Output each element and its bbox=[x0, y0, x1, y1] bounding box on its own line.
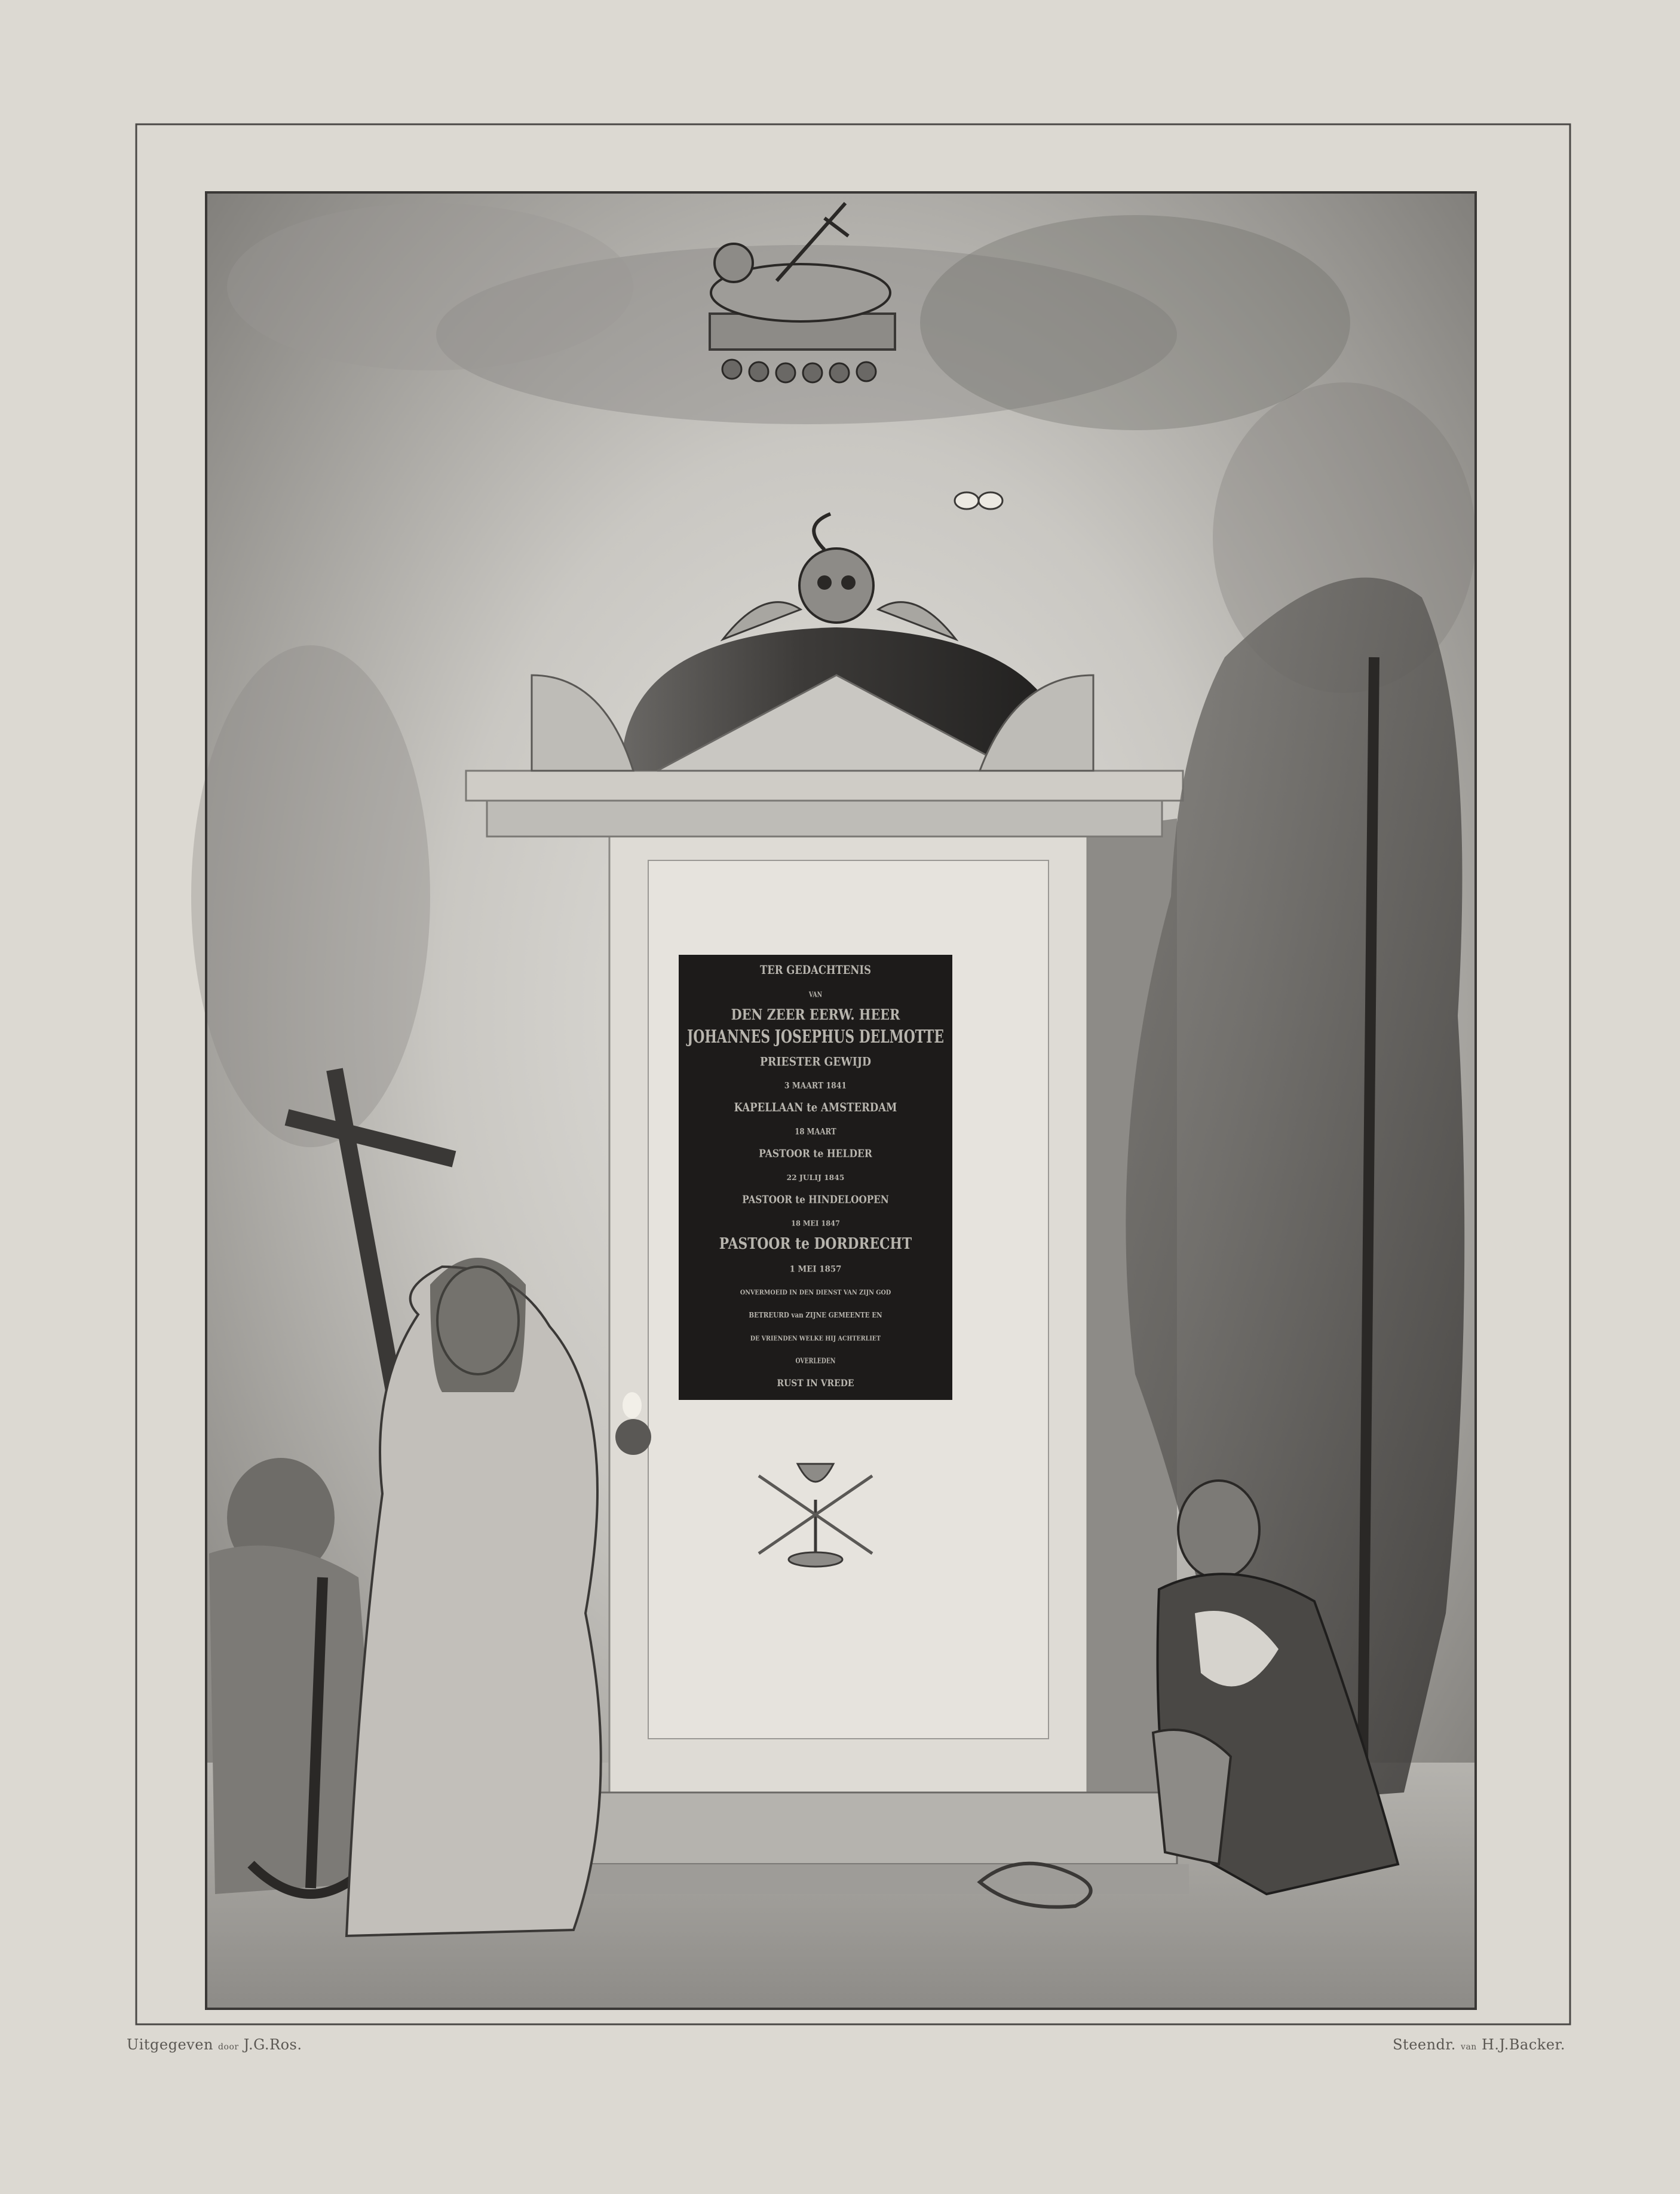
cornice bbox=[466, 771, 1183, 801]
monument-base bbox=[585, 1792, 1177, 1864]
printer-name: H.J.Backer. bbox=[1481, 2036, 1565, 2053]
plaque-line: DEN ZEER EERW. HEER bbox=[731, 1006, 901, 1024]
publisher-door: door bbox=[218, 2042, 239, 2052]
printer-prefix: Steendr. bbox=[1393, 2036, 1456, 2053]
publisher-prefix: Uitgegeven bbox=[127, 2036, 213, 2053]
plaque-line: JOHANNES JOSEPHUS DELMOTTE bbox=[685, 1026, 944, 1047]
printer-credit bbox=[1393, 2036, 1565, 2053]
plaque-line: PASTOOR te HINDELOOPEN bbox=[742, 1193, 889, 1206]
plaque-line: OVERLEDEN bbox=[795, 1356, 836, 1365]
plaque-line: ONVERMOEID IN DEN DIENST VAN ZIJN GOD bbox=[740, 1288, 891, 1297]
mitre-shield bbox=[1153, 1730, 1231, 1864]
plaque-line: TER GEDACHTENIS bbox=[760, 963, 871, 977]
plaque-line: PASTOOR te HELDER bbox=[759, 1147, 873, 1160]
plaque-line: 22 JULIJ 1845 bbox=[786, 1173, 845, 1182]
plaque-line: KAPELLAAN te AMSTERDAM bbox=[734, 1100, 897, 1114]
plaque-line: PRIESTER GEWIJD bbox=[760, 1054, 871, 1069]
plaque-line: RUST IN VREDE bbox=[777, 1377, 854, 1389]
publisher-name: J.G.Ros. bbox=[243, 2036, 302, 2053]
plaque-line: BETREURD van ZIJNE GEMEENTE EN bbox=[749, 1311, 882, 1319]
plaque-line: DE VRIENDEN WELKE HIJ ACHTERLIET bbox=[750, 1334, 881, 1343]
cloud bbox=[920, 215, 1350, 430]
plaque-line: 18 MEI 1847 bbox=[791, 1219, 840, 1228]
flaming-heart bbox=[615, 1419, 651, 1455]
printer-van: van bbox=[1461, 2042, 1477, 2052]
cloud bbox=[191, 645, 430, 1147]
plaque-line: VAN bbox=[808, 990, 823, 999]
cornice-lower bbox=[487, 801, 1162, 836]
publisher-credit bbox=[127, 2036, 302, 2053]
cloud bbox=[227, 203, 633, 370]
plaque-line: 1 MEI 1857 bbox=[789, 1264, 842, 1274]
plaque-line: 18 MAART bbox=[795, 1127, 837, 1137]
plaque-line: PASTOOR te DORDRECHT bbox=[719, 1235, 912, 1253]
plaque-line: 3 MAART 1841 bbox=[784, 1081, 847, 1091]
monument-plinth bbox=[568, 1864, 1189, 1894]
